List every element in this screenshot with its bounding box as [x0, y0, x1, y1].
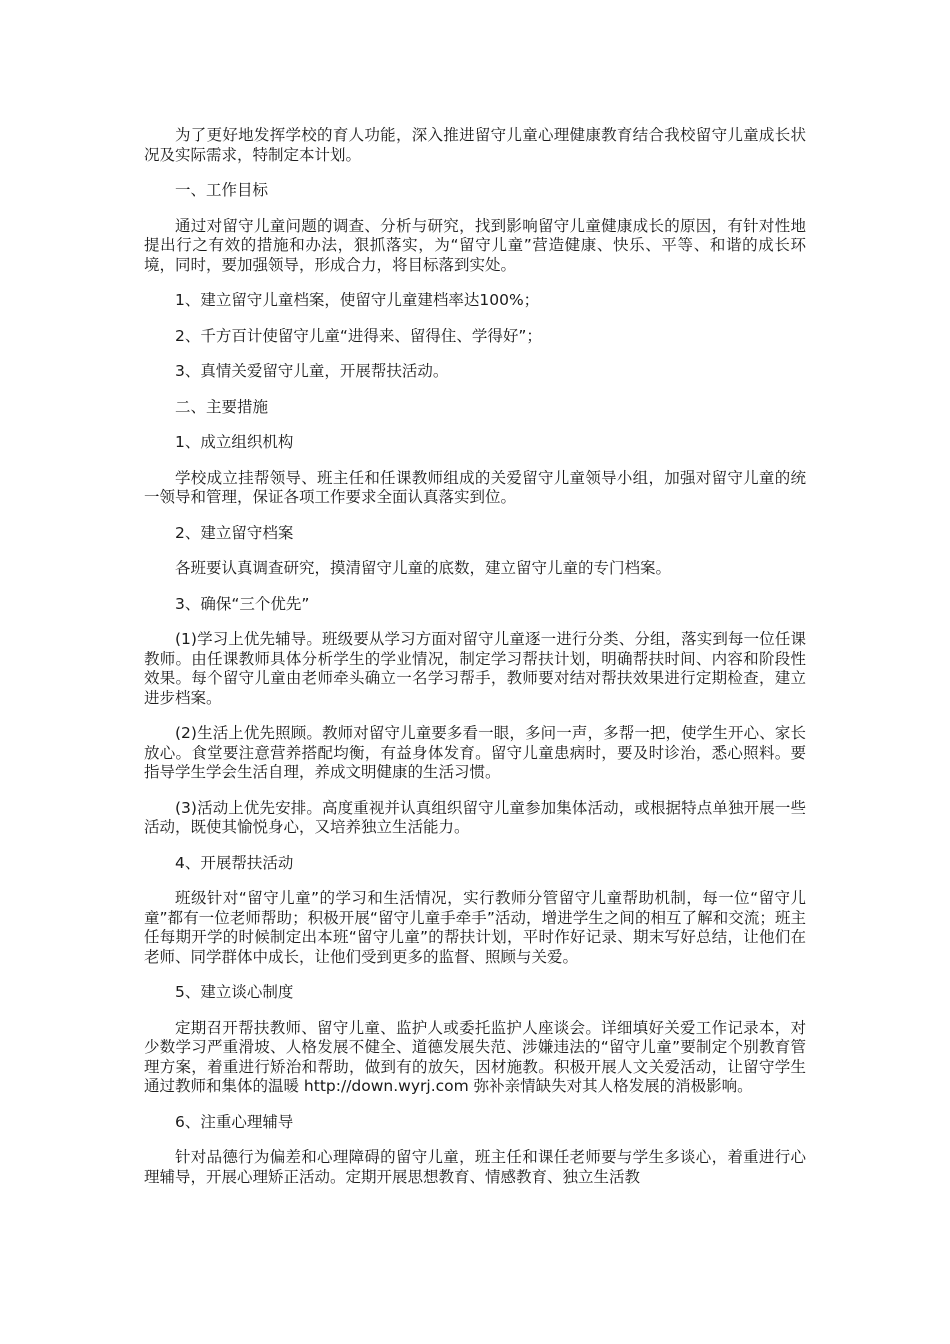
- measure-paragraph-5: 定期召开帮扶教师、留守儿童、监护人或委托监护人座谈会。详细填好关爱工作记录本，对少数学习严重滑坡、人格发展不健全、道德发展失范、涉嫌违法的“留守儿童”要制定个别教育管理方案，着重进行矫治和帮助，做到有的放矢，因材施教。积极开展人文关爱活动，让留守学生通过教师和集体的温暖 http://down.wyrj.com 弥补亲情缺失对其人格发展的消极影响。: [144, 1018, 806, 1095]
- goals-paragraph: 通过对留守儿童问题的调查、分析与研究，找到影响留守儿童健康成长的原因，有针对性地提出行之有效的措施和办法，狠抓落实，为“留守儿童”营造健康、快乐、平等、和谐的成长环境，同时，要加强领导，形成合力，将目标落到实处。: [144, 216, 806, 274]
- goal-item-2: 2、千方百计使留守儿童“进得来、留得住、学得好”；: [175, 326, 542, 345]
- measure-heading-2: 2、建立留守档案: [175, 523, 294, 542]
- priority-item-study: (1)学习上优先辅导。班级要从学习方面对留守儿童逐一进行分类、分组，落实到每一位任课教师。由任课教师具体分析学生的学业情况，制定学习帮扶计划，明确帮扶时间、内容和阶段性效果。每个留守儿童由老师牵头确立一名学习帮手，教师要对结对帮扶效果进行定期检查，建立进步档案。: [144, 630, 806, 707]
- measure-paragraph-6: 针对品德行为偏差和心理障碍的留守儿童，班主任和课任老师要与学生多谈心，着重进行心理辅导，开展心理矫正活动。定期开展思想教育、情感教育、独立生活教: [144, 1148, 806, 1186]
- measure-paragraph-1: 学校成立挂帮领导、班主任和任课教师组成的关爱留守儿童领导小组，加强对留守儿童的统一领导和管理，保证各项工作要求全面认真落实到位。: [144, 468, 806, 506]
- priority-item-activity: (3)活动上优先安排。高度重视并认真组织留守儿童参加集体活动，或根据特点单独开展一些活动，既使其愉悦身心，又培养独立生活能力。: [144, 798, 806, 836]
- section-heading-goals: 一、工作目标: [175, 181, 269, 199]
- measure-heading-5: 5、建立谈心制度: [175, 983, 294, 1001]
- goal-item-3: 3、真情关爱留守儿童，开展帮扶活动。: [175, 362, 449, 380]
- measure-heading-3: 3、确保“三个优先”: [175, 594, 310, 613]
- measure-paragraph-2: 各班要认真调查研究，摸清留守儿童的底数，建立留守儿童的专门档案。: [175, 559, 672, 577]
- priority-item-life: (2)生活上优先照顾。教师对留守儿童要多看一眼，多问一声，多帮一把，使学生开心、家长放心。食堂要注意营养搭配均衡，有益身体发育。留守儿童患病时，要及时诊治，悉心照料。要指导学生学会生活自理，养成文明健康的生活习惯。: [144, 724, 806, 781]
- intro-paragraph: 为了更好地发挥学校的育人功能，深入推进留守儿童心理健康教育结合我校留守儿童成长状况及实际需求，特制定本计划。: [144, 126, 806, 164]
- document-body: [144, 126, 806, 1203]
- measure-heading-6: 6、注重心理辅导: [175, 1112, 294, 1131]
- measure-heading-1: 1、成立组织机构: [175, 433, 294, 451]
- measure-heading-4: 4、开展帮扶活动: [175, 853, 294, 872]
- section-heading-measures: 二、主要措施: [175, 397, 269, 416]
- goal-item-1: 1、建立留守儿童档案，使留守儿童建档率达100%；: [175, 291, 540, 309]
- measure-paragraph-4: 班级针对“留守儿童”的学习和生活情况，实行教师分管留守儿童帮助机制，每一位“留守儿童”都有一位老师帮助；积极开展“留守儿童手牵手”活动，增进学生之间的相互了解和交流；班主任每期开学的时候制定出本班“留守儿童”的帮扶计划，平时作好记录、期末写好总结，让他们在老师、同学群体中成长，让他们受到更多的监督、照顾与关爱。: [144, 889, 806, 966]
